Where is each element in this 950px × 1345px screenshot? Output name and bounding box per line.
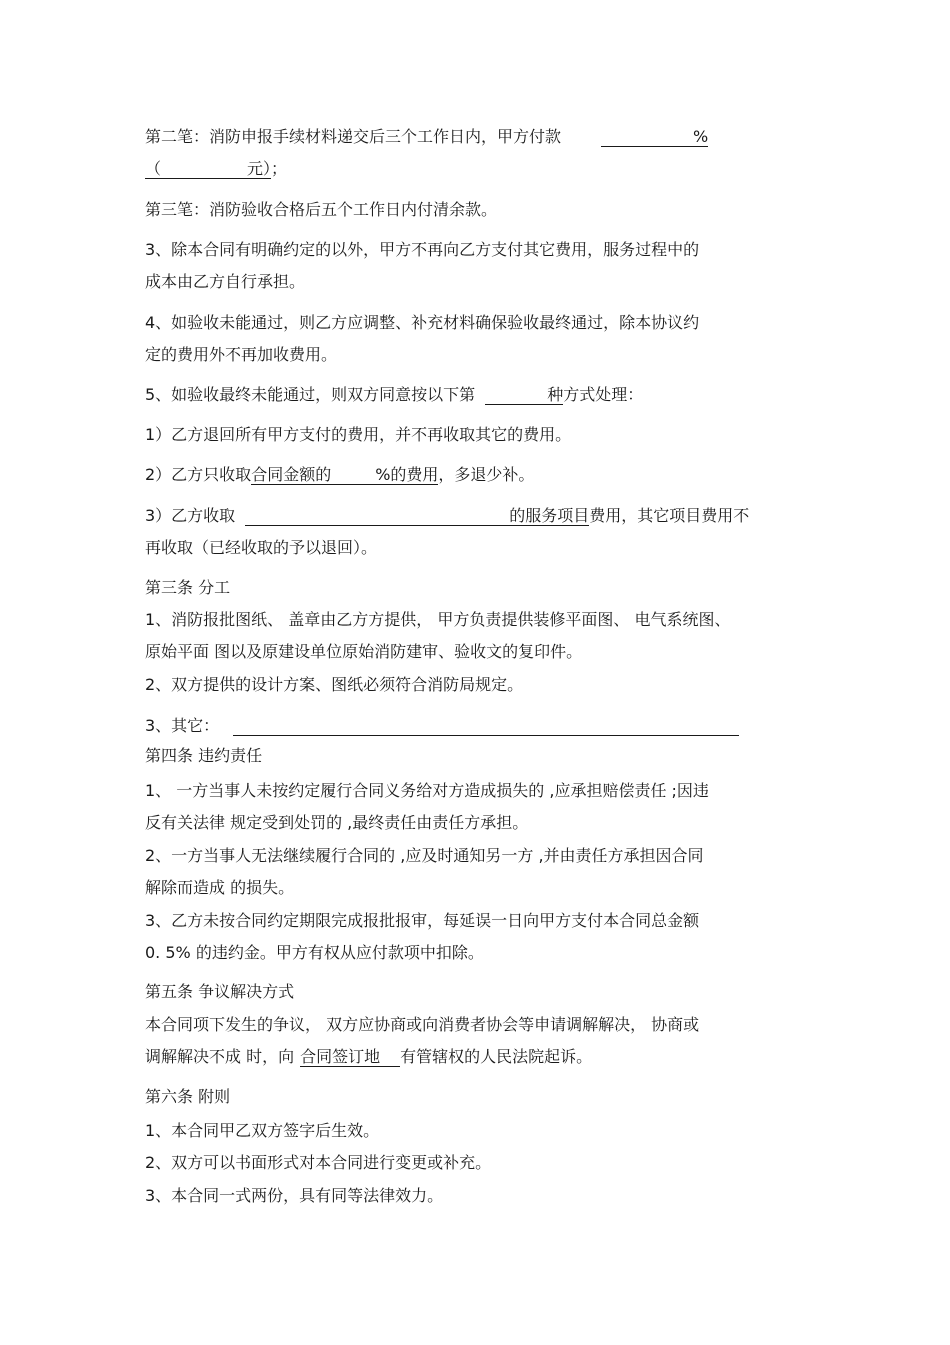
- section-3-item1-line1: 1、消防报批图纸、 盖章由乙方方提供， 甲方负责提供装修平面图、 电气系统图、: [145, 610, 731, 629]
- court-location: 合同签订地: [300, 1047, 400, 1067]
- text: 5、如验收最终未能通过，则双方同意按以下第: [145, 385, 476, 404]
- section-3-item2: 2、双方提供的设计方案、图纸必须符合消防局规定。: [145, 675, 524, 694]
- clause-4-line2: 定的费用外不再加收费用。: [145, 345, 338, 364]
- clause-4-line1: 4、如验收未能通过，则乙方应调整、补充材料确保验收最终通过，除本协议约: [145, 313, 700, 332]
- other-blank: [233, 735, 739, 736]
- section-4-item1-line2: 反有关法律 规定受到处罚的 ,最终责任由责任方承担。: [145, 813, 529, 832]
- text: 费用，其它项目费用不: [589, 506, 750, 525]
- section-6-item2: 2、双方可以书面形式对本合同进行变更或补充。: [145, 1153, 492, 1172]
- paren-open: （: [145, 159, 162, 178]
- percent-fee-label: %的费用: [375, 465, 439, 484]
- text: 第二笔：消防申报手续材料递交后三个工作日内，甲方付款: [145, 127, 562, 146]
- section-4-item3-line2: 0. 5% 的违约金。甲方有权从应付款项中扣除。: [145, 943, 484, 962]
- section-5-line2: [145, 1047, 592, 1067]
- percent-blank: [331, 484, 375, 485]
- clause-5: [145, 385, 643, 405]
- option-1: 1）乙方退回所有甲方支付的费用，并不再收取其它的费用。: [145, 425, 572, 444]
- section-4-item1-line1: 1、 一方当事人未按约定履行合同义务给对方造成损失的 ,应承担赔偿责任 ;因违: [145, 781, 709, 800]
- section-6-heading: 第六条 附则: [145, 1087, 231, 1106]
- section-3-item3: [145, 716, 739, 736]
- section-4-heading: 第四条 违约责任: [145, 746, 263, 765]
- text: ，多退少补。: [438, 465, 535, 484]
- clause-3-line1: 3、除本合同有明确约定的以外，甲方不再向乙方支付其它费用，服务过程中的: [145, 240, 700, 259]
- yuan-label: 元）: [247, 159, 272, 178]
- clause-payment-second: [145, 127, 708, 147]
- percent-sign: %: [693, 127, 709, 146]
- text: 方式处理：: [563, 385, 644, 404]
- service-blank: [245, 525, 509, 526]
- service-label: 的服务项目: [509, 506, 590, 525]
- yuan-blank: [161, 178, 247, 179]
- text: 2）乙方只收取: [145, 465, 252, 484]
- section-6-item1: 1、本合同甲乙双方签字后生效。: [145, 1121, 380, 1140]
- contract-amount-label: 合同金额的: [251, 465, 332, 484]
- section-5-heading: 第五条 争议解决方式: [145, 982, 295, 1001]
- section-3-item1-line2: 原始平面 图以及原建设单位原始消防建审、验收文的复印件。: [145, 642, 583, 661]
- section-5-line1: 本合同项下发生的争议， 双方应协商或向消费者协会等申请调解解决， 协商或: [145, 1015, 700, 1034]
- amount-blank: [601, 146, 693, 147]
- option-3-line1: [145, 506, 749, 526]
- clause-3-line2: 成本由乙方自行承担。: [145, 272, 306, 291]
- text: 有管辖权的人民法院起诉。: [400, 1047, 593, 1066]
- clause-payment-second-amount: [145, 159, 287, 179]
- option-unit: 种: [547, 385, 564, 404]
- section-3-heading: 第三条 分工: [145, 578, 231, 597]
- section-4-item2-line1: 2、一方当事人无法继续履行合同的 ,应及时通知另一方 ,并由责任方承担因合同: [145, 846, 704, 865]
- option-3-line2: 再收取（已经收取的予以退回）。: [145, 538, 378, 557]
- text: 3、其它：: [145, 716, 220, 735]
- clause-payment-third: 第三笔：消防验收合格后五个工作日内付清余款。: [145, 200, 498, 219]
- text: 调解解决不成 时，向: [145, 1047, 295, 1066]
- section-6-item3: 3、本合同一式两份，具有同等法律效力。: [145, 1186, 444, 1205]
- section-4-item3-line1: 3、乙方未按合同约定期限完成报批报审，每延误一日向甲方支付本合同总金额: [145, 911, 700, 930]
- text: 3）乙方收取: [145, 506, 236, 525]
- semicolon: ；: [271, 159, 288, 178]
- option-blank: [485, 404, 547, 405]
- section-4-item2-line2: 解除而造成 的损失。: [145, 878, 295, 897]
- option-2: [145, 465, 534, 485]
